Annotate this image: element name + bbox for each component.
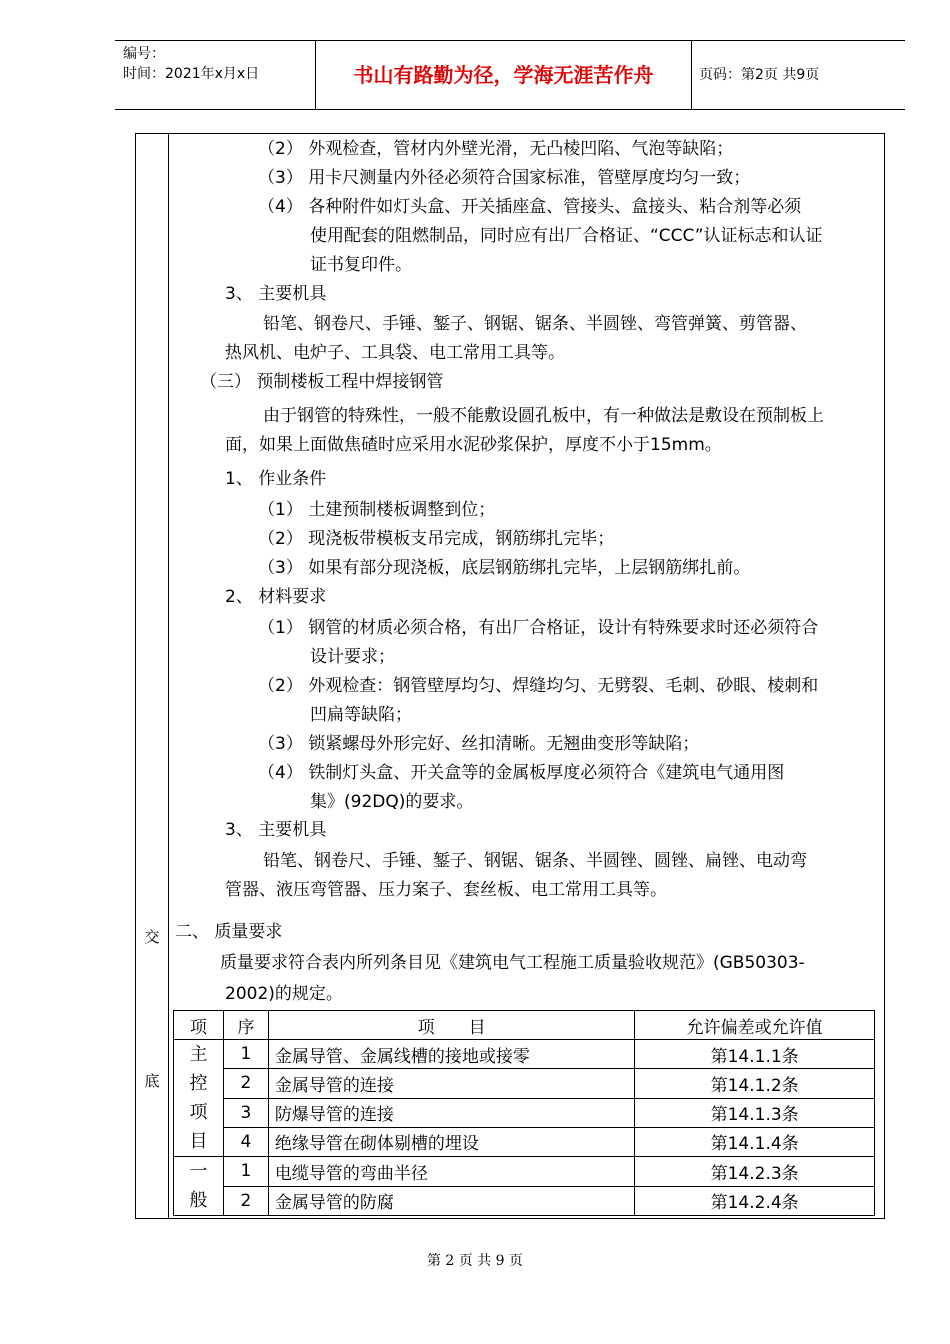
header-page-info: 页码：第2页 共9页 [699, 67, 820, 83]
row-allowance: 第14.2.3条 [635, 1157, 875, 1187]
text-line: 凹扁等缺陷； [310, 705, 412, 725]
text-line: 由于钢管的特殊性，一般不能敷设圆孔板中，有一种做法是敷设在预制板上 [263, 406, 824, 426]
text-line: 面，如果上面做焦碴时应采用水泥砂浆保护，厚度不小于15mm。 [225, 435, 722, 455]
text-line: 集》(92DQ)的要求。 [310, 792, 474, 812]
table-row [174, 1098, 875, 1127]
row-seq: 4 [223, 1127, 268, 1156]
section-heading: 3、 主要机具 [225, 820, 327, 840]
section-heading: 2、 材料要求 [225, 587, 327, 607]
row-allowance: 第14.1.4条 [635, 1127, 875, 1156]
row-item: 金属导管、金属线槽的接地或接零 [268, 1040, 634, 1069]
side-char-jiao: 交 [144, 928, 160, 946]
document-time: 时间：2021年x月x日 [123, 66, 260, 82]
text-line: 热风机、电炉子、工具袋、电工常用工具等。 [225, 343, 565, 363]
table-row [174, 1069, 875, 1098]
document-number-label: 编号： [123, 46, 165, 62]
text-line: （1） 钢管的材质必须合格，有出厂合格证，设计有特殊要求时还必须符合 [258, 618, 819, 638]
row-item: 绝缘导管在砌体剔槽的埋设 [268, 1127, 634, 1156]
section-heading: 二、 质量要求 [175, 922, 283, 942]
text-line: （1） 土建预制楼板调整到位； [258, 500, 496, 520]
table-row [174, 1127, 875, 1156]
section-heading: （三） 预制楼板工程中焊接钢管 [200, 372, 444, 392]
row-seq: 3 [223, 1098, 268, 1127]
section-heading: 3、 主要机具 [225, 284, 327, 304]
header-allowance: 允许偏差或允许值 [635, 1011, 875, 1040]
text-line: （2） 外观检查：钢管壁厚均匀、焊缝均匀、无劈裂、毛刺、砂眼、棱刺和 [258, 676, 819, 696]
header-seq: 序 [223, 1011, 268, 1040]
text-line: 设计要求； [310, 647, 395, 667]
text-line: （4） 各种附件如灯头盒、开关插座盒、管接头、盒接头、粘合剂等必须 [258, 197, 802, 217]
header-item: 项 目 [268, 1011, 634, 1040]
category-general [174, 1157, 224, 1216]
table-row [174, 1186, 875, 1216]
row-seq: 2 [223, 1186, 268, 1216]
text-line: （2） 外观检查，管材内外壁光滑，无凸棱凹陷、气泡等缺陷； [258, 139, 734, 159]
page-header [115, 40, 905, 110]
category-label: 一般 [189, 1161, 208, 1211]
row-seq: 1 [223, 1157, 268, 1187]
row-allowance: 第14.2.4条 [635, 1186, 875, 1216]
side-char-di: 底 [144, 1072, 160, 1090]
text-line: 证书复印件。 [310, 255, 412, 275]
row-seq: 2 [223, 1069, 268, 1098]
text-line: （3） 锁紧螺母外形完好、丝扣清晰。无翘曲变形等缺陷； [258, 734, 700, 754]
text-line: 管器、液压弯管器、压力案子、套丝板、电工常用工具等。 [225, 880, 667, 900]
row-allowance: 第14.1.2条 [635, 1069, 875, 1098]
category-main-control [174, 1040, 224, 1157]
text-line: （3） 用卡尺测量内外径必须符合国家标准，管壁厚度均匀一致； [258, 168, 751, 188]
header-meta [123, 44, 259, 84]
table-header-row [174, 1011, 875, 1040]
row-allowance: 第14.1.1条 [635, 1040, 875, 1069]
text-line: 使用配套的阻燃制品，同时应有出厂合格证、“CCC”认证标志和认证 [310, 226, 823, 246]
header-motto: 书山有路勤为径，学海无涯苦作舟 [315, 41, 692, 109]
quality-table [173, 1010, 875, 1216]
row-item: 电缆导管的弯曲半径 [268, 1157, 634, 1187]
page-footer: 第 2 页 共 9 页 [426, 1253, 524, 1269]
text-line: 质量要求符合表内所列条目见《建筑电气工程施工质量验收规范》(GB50303- [220, 953, 805, 973]
text-line: 2002)的规定。 [225, 984, 343, 1004]
category-label: 主控项目 [189, 1044, 208, 1152]
row-allowance: 第14.1.3条 [635, 1098, 875, 1127]
table-row [174, 1040, 875, 1069]
row-seq: 1 [223, 1040, 268, 1069]
text-line: 铅笔、钢卷尺、手锤、錾子、钢锯、锯条、半圆锉、弯管弹簧、剪管器、 [263, 314, 807, 334]
row-item: 金属导管的防腐 [268, 1186, 634, 1216]
section-heading: 1、 作业条件 [225, 469, 327, 489]
side-label-column [136, 134, 169, 1218]
text-line: 铅笔、钢卷尺、手锤、錾子、钢锯、锯条、半圆锉、圆锉、扁锉、电动弯 [263, 851, 807, 871]
text-line: （3） 如果有部分现浇板，底层钢筋绑扎完毕，上层钢筋绑扎前。 [258, 558, 751, 578]
text-line: （4） 铁制灯头盒、开关盒等的金属板厚度必须符合《建筑电气通用图 [258, 763, 785, 783]
table-row [174, 1157, 875, 1187]
text-line: （2） 现浇板带模板支吊完成，钢筋绑扎完毕； [258, 529, 615, 549]
row-item: 金属导管的连接 [268, 1069, 634, 1098]
row-item: 防爆导管的连接 [268, 1098, 634, 1127]
header-category: 项 [174, 1011, 224, 1040]
